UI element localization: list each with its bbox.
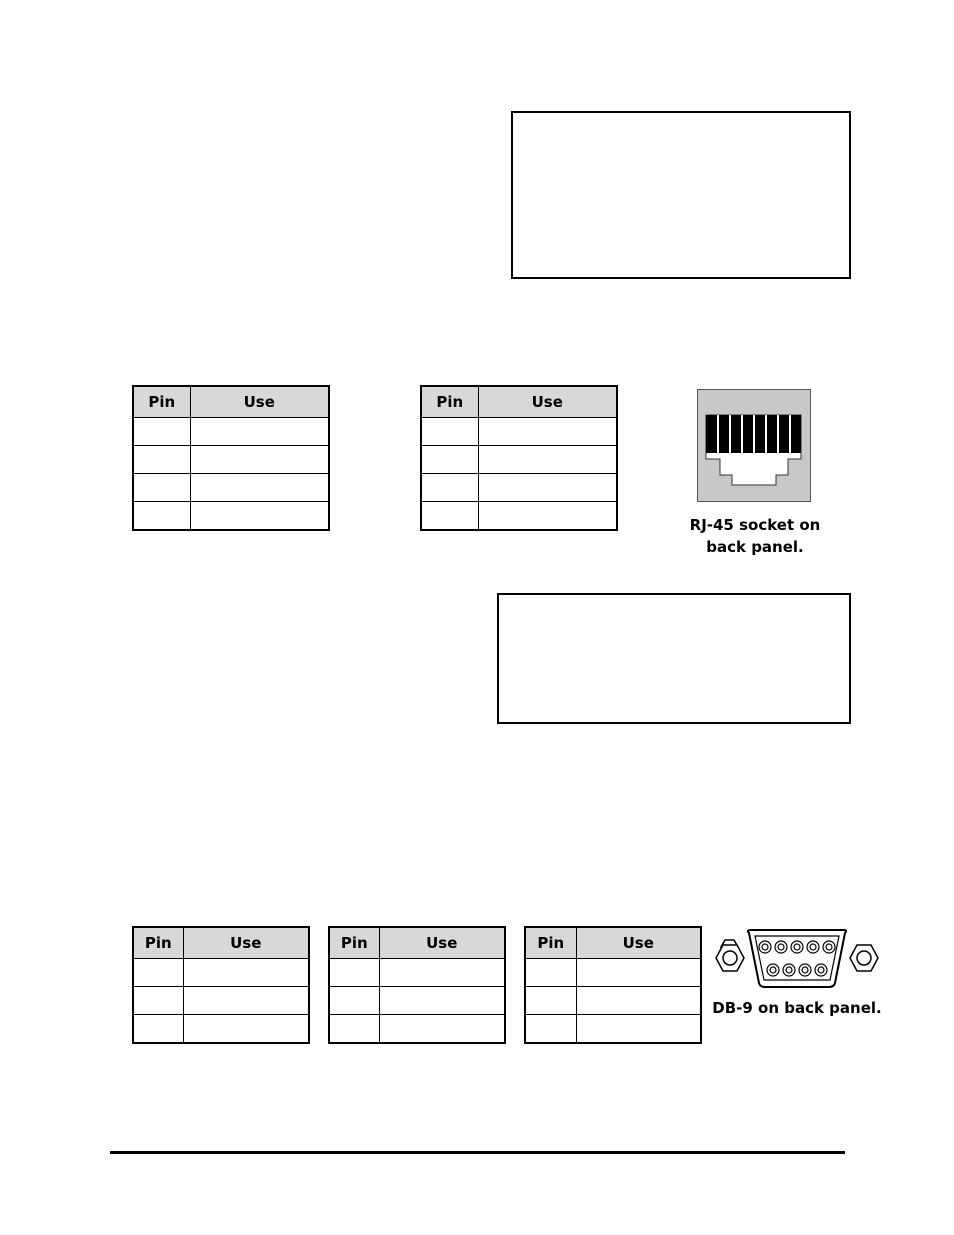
use-header: Use bbox=[478, 386, 617, 418]
table-row bbox=[421, 474, 617, 502]
table-row bbox=[525, 1015, 701, 1044]
table-row bbox=[421, 418, 617, 446]
table-row bbox=[133, 502, 329, 531]
table-row bbox=[133, 418, 329, 446]
rj45-caption-line1: RJ-45 socket on bbox=[689, 516, 821, 534]
table-header-row bbox=[525, 927, 701, 959]
table-row bbox=[133, 1015, 309, 1044]
table-row bbox=[133, 474, 329, 502]
table-row bbox=[525, 987, 701, 1015]
table-header-row bbox=[133, 927, 309, 959]
table-row bbox=[525, 959, 701, 987]
db9-pin-table-2 bbox=[328, 926, 506, 1044]
use-header: Use bbox=[379, 927, 505, 959]
db9-connector-icon bbox=[713, 927, 881, 991]
rj45-caption-line2: back panel. bbox=[706, 538, 804, 556]
table-row bbox=[133, 959, 309, 987]
rj45-pin-table-1 bbox=[132, 385, 330, 531]
rj45-caption bbox=[670, 514, 840, 558]
note-box-middle bbox=[497, 593, 851, 724]
pin-header: Pin bbox=[421, 386, 478, 418]
footer-rule bbox=[110, 1151, 845, 1154]
table-row bbox=[133, 987, 309, 1015]
db9-caption: DB-9 on back panel. bbox=[712, 999, 882, 1017]
db9-pin-table-3 bbox=[524, 926, 702, 1044]
table-row bbox=[329, 1015, 505, 1044]
pin-header: Pin bbox=[525, 927, 576, 959]
table-row bbox=[421, 446, 617, 474]
use-header: Use bbox=[576, 927, 701, 959]
rj45-pin-table-2 bbox=[420, 385, 618, 531]
rj45-socket-icon bbox=[697, 389, 811, 502]
table-header-row bbox=[421, 386, 617, 418]
table-row bbox=[329, 959, 505, 987]
use-header: Use bbox=[183, 927, 309, 959]
table-row bbox=[329, 987, 505, 1015]
table-header-row bbox=[133, 386, 329, 418]
db9-pin-table-1 bbox=[132, 926, 310, 1044]
pin-header: Pin bbox=[133, 927, 183, 959]
table-row bbox=[133, 446, 329, 474]
pin-header: Pin bbox=[329, 927, 379, 959]
table-row bbox=[421, 502, 617, 531]
note-box-top bbox=[511, 111, 851, 279]
table-header-row bbox=[329, 927, 505, 959]
pin-header: Pin bbox=[133, 386, 190, 418]
use-header: Use bbox=[190, 386, 329, 418]
